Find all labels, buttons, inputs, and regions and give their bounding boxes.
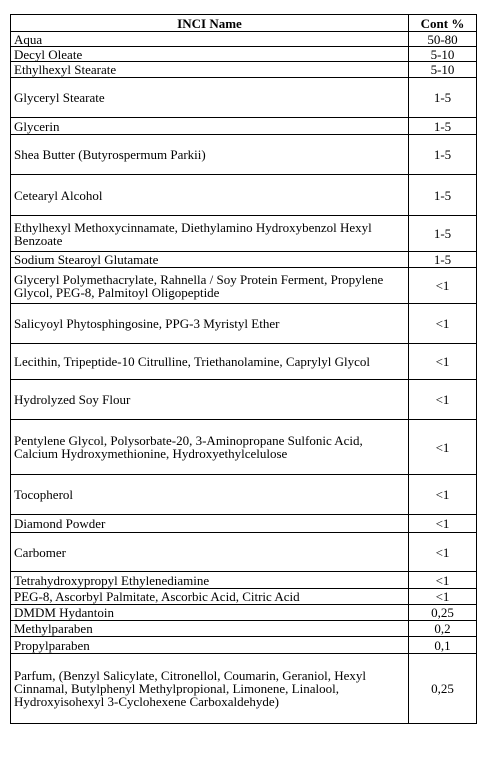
ingredients-table-wrapper bbox=[10, 14, 477, 724]
ingredient-content: 1-5 bbox=[409, 216, 477, 252]
table-row bbox=[11, 605, 477, 621]
table-row bbox=[11, 268, 477, 304]
ingredient-content: <1 bbox=[409, 589, 477, 605]
ingredient-content: 1-5 bbox=[409, 175, 477, 216]
ingredient-content: 5-10 bbox=[409, 47, 477, 62]
ingredient-name: Cetearyl Alcohol bbox=[11, 175, 409, 216]
ingredient-name: Tocopherol bbox=[11, 475, 409, 515]
table-row bbox=[11, 380, 477, 420]
table-row bbox=[11, 344, 477, 380]
table-row bbox=[11, 62, 477, 78]
ingredient-name: Lecithin, Tripeptide-10 Citrulline, Triethanolamine, Caprylyl Glycol bbox=[11, 344, 409, 380]
table-row bbox=[11, 78, 477, 118]
ingredient-name: Hydrolyzed Soy Flour bbox=[11, 380, 409, 420]
ingredient-name: Glycerin bbox=[11, 118, 409, 135]
ingredient-name: Tetrahydroxypropyl Ethylenediamine bbox=[11, 572, 409, 589]
ingredient-name: Ethylhexyl Stearate bbox=[11, 62, 409, 78]
header-cont-percent: Cont % bbox=[409, 15, 477, 32]
table-row bbox=[11, 216, 477, 252]
table-row bbox=[11, 118, 477, 135]
ingredient-content: 0,1 bbox=[409, 637, 477, 654]
ingredient-content: 1-5 bbox=[409, 78, 477, 118]
table-row bbox=[11, 654, 477, 724]
ingredient-content: <1 bbox=[409, 380, 477, 420]
ingredient-content: <1 bbox=[409, 475, 477, 515]
ingredient-name: Carbomer bbox=[11, 533, 409, 572]
ingredient-name: Glyceryl Stearate bbox=[11, 78, 409, 118]
ingredient-name: Decyl Oleate bbox=[11, 47, 409, 62]
table-row bbox=[11, 621, 477, 637]
table-row bbox=[11, 515, 477, 533]
ingredient-name: Methylparaben bbox=[11, 621, 409, 637]
ingredient-name: Sodium Stearoyl Glutamate bbox=[11, 252, 409, 268]
table-row bbox=[11, 637, 477, 654]
ingredient-name: Pentylene Glycol, Polysorbate-20, 3-Aminopropane Sulfonic Acid, Calcium Hydroxymethionine, Hydroxyethylcelulose bbox=[11, 420, 409, 475]
ingredient-content: <1 bbox=[409, 304, 477, 344]
table-row bbox=[11, 572, 477, 589]
header-inci-name: INCI Name bbox=[11, 15, 409, 32]
ingredients-table bbox=[10, 14, 477, 724]
ingredient-content: 1-5 bbox=[409, 252, 477, 268]
ingredient-name: PEG-8, Ascorbyl Palmitate, Ascorbic Acid, Citric Acid bbox=[11, 589, 409, 605]
ingredient-name: Parfum, (Benzyl Salicylate, Citronellol, Coumarin, Geraniol, Hexyl Cinnamal, Butylphenyl Methylpropional, Limonene, Linalool, Hydroxyisohexyl 3-Cyclohexene Carboxaldehyde) bbox=[11, 654, 409, 724]
ingredient-name: Ethylhexyl Methoxycinnamate, Diethylamino Hydroxybenzol Hexyl Benzoate bbox=[11, 216, 409, 252]
table-row bbox=[11, 589, 477, 605]
ingredient-content: 1-5 bbox=[409, 135, 477, 175]
ingredient-name: DMDM Hydantoin bbox=[11, 605, 409, 621]
table-row bbox=[11, 135, 477, 175]
table-row bbox=[11, 252, 477, 268]
table-row bbox=[11, 304, 477, 344]
ingredient-name: Shea Butter (Butyrospermum Parkii) bbox=[11, 135, 409, 175]
ingredient-name: Glyceryl Polymethacrylate, Rahnella / Soy Protein Ferment, Propylene Glycol, PEG-8, Palmitoyl Oligopeptide bbox=[11, 268, 409, 304]
ingredient-content: <1 bbox=[409, 533, 477, 572]
ingredient-content: 0,25 bbox=[409, 605, 477, 621]
ingredient-content: <1 bbox=[409, 572, 477, 589]
table-row bbox=[11, 420, 477, 475]
ingredient-content: <1 bbox=[409, 420, 477, 475]
table-row bbox=[11, 32, 477, 47]
ingredient-content: <1 bbox=[409, 268, 477, 304]
table-row bbox=[11, 175, 477, 216]
ingredient-content: 0,2 bbox=[409, 621, 477, 637]
ingredient-content: <1 bbox=[409, 344, 477, 380]
ingredient-name: Salicyoyl Phytosphingosine, PPG-3 Myristyl Ether bbox=[11, 304, 409, 344]
ingredient-name: Propylparaben bbox=[11, 637, 409, 654]
ingredient-content: 1-5 bbox=[409, 118, 477, 135]
ingredient-content: 0,25 bbox=[409, 654, 477, 724]
table-header-row bbox=[11, 15, 477, 32]
table-row bbox=[11, 47, 477, 62]
ingredient-name: Aqua bbox=[11, 32, 409, 47]
table-row bbox=[11, 533, 477, 572]
table-row bbox=[11, 475, 477, 515]
ingredient-content: 50-80 bbox=[409, 32, 477, 47]
ingredient-name: Diamond Powder bbox=[11, 515, 409, 533]
ingredient-content: <1 bbox=[409, 515, 477, 533]
ingredient-content: 5-10 bbox=[409, 62, 477, 78]
